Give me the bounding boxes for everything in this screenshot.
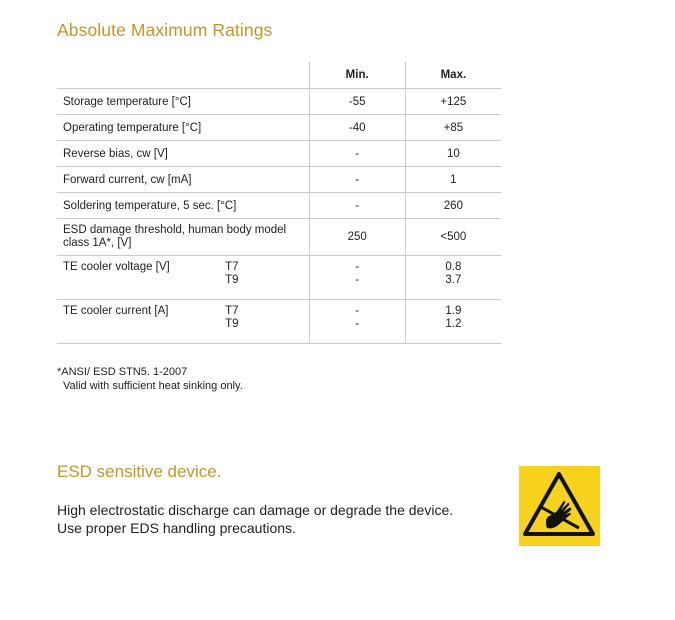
- row-param: Reverse bias, cw [V]: [57, 141, 309, 167]
- row-min: [309, 300, 405, 344]
- row-param: Soldering temperature, 5 sec. [°C]: [57, 193, 309, 219]
- row-min-t9: -: [355, 274, 360, 286]
- esd-description: [57, 501, 453, 537]
- row-min-t9: -: [355, 318, 360, 330]
- table-row: [57, 115, 501, 141]
- row-param-text: ESD damage threshold, human body model class 1A*, [V]: [63, 224, 287, 249]
- row-min-t7: -: [355, 305, 360, 317]
- row-param: Operating temperature [°C]: [57, 115, 309, 141]
- table-row: [57, 89, 501, 115]
- esd-warning-icon: [519, 466, 600, 546]
- esd-section-title: ESD sensitive device.: [57, 462, 222, 481]
- absolute-maximum-ratings-title: Absolute Maximum Ratings: [57, 20, 273, 40]
- row-max: [405, 300, 501, 344]
- row-param: [57, 256, 309, 300]
- row-min: 250: [309, 219, 405, 256]
- row-max-t7: 1.9: [445, 305, 462, 317]
- row-param-text: TE cooler current [A]: [63, 305, 169, 317]
- row-param-text: TE cooler voltage [V]: [63, 261, 170, 273]
- table-row: [57, 219, 501, 256]
- row-max: 10: [405, 141, 501, 167]
- row-max: 260: [405, 193, 501, 219]
- row-max: +85: [405, 115, 501, 141]
- table-row: [57, 141, 501, 167]
- row-max: [405, 256, 501, 300]
- row-sub-t9: T9: [225, 318, 239, 330]
- table-row: [57, 256, 501, 300]
- table-row: [57, 193, 501, 219]
- row-min: -: [309, 193, 405, 219]
- row-max-t9: 3.7: [445, 274, 462, 286]
- min-header: Min.: [309, 62, 405, 89]
- esd-warning-symbol: [519, 466, 600, 546]
- row-param: Forward current, cw [mA]: [57, 167, 309, 193]
- row-param: Storage temperature [°C]: [57, 89, 309, 115]
- row-param: [57, 219, 309, 256]
- param-header: [57, 62, 309, 89]
- row-min-t7: -: [355, 261, 360, 273]
- row-max: +125: [405, 89, 501, 115]
- table-row: [57, 300, 501, 344]
- footnote: [57, 365, 243, 393]
- esd-description-line2: Use proper EDS handling precautions.: [57, 520, 296, 536]
- row-sub-t7: T7: [225, 305, 239, 317]
- esd-description-line1: High electrostatic discharge can damage or degrade the device.: [57, 502, 454, 518]
- row-min: -55: [309, 89, 405, 115]
- row-min: -: [309, 141, 405, 167]
- row-sub-t7: T7: [225, 261, 239, 273]
- footnote-heat-sinking: Valid with sufficient heat sinking only.: [63, 380, 243, 392]
- row-max-t7: 0.8: [445, 261, 462, 273]
- table-header-row: [57, 62, 501, 89]
- row-max: <500: [405, 219, 501, 256]
- max-header: Max.: [405, 62, 501, 89]
- row-min: [309, 256, 405, 300]
- row-min: -40: [309, 115, 405, 141]
- footnote-standard: *ANSI/ ESD STN5. 1-2007: [57, 366, 188, 378]
- table-row: [57, 167, 501, 193]
- row-max: 1: [405, 167, 501, 193]
- row-sub-t9: T9: [225, 274, 239, 286]
- ratings-table: [57, 62, 501, 344]
- row-param: [57, 300, 309, 344]
- row-min: -: [309, 167, 405, 193]
- row-max-t9: 1.2: [445, 318, 462, 330]
